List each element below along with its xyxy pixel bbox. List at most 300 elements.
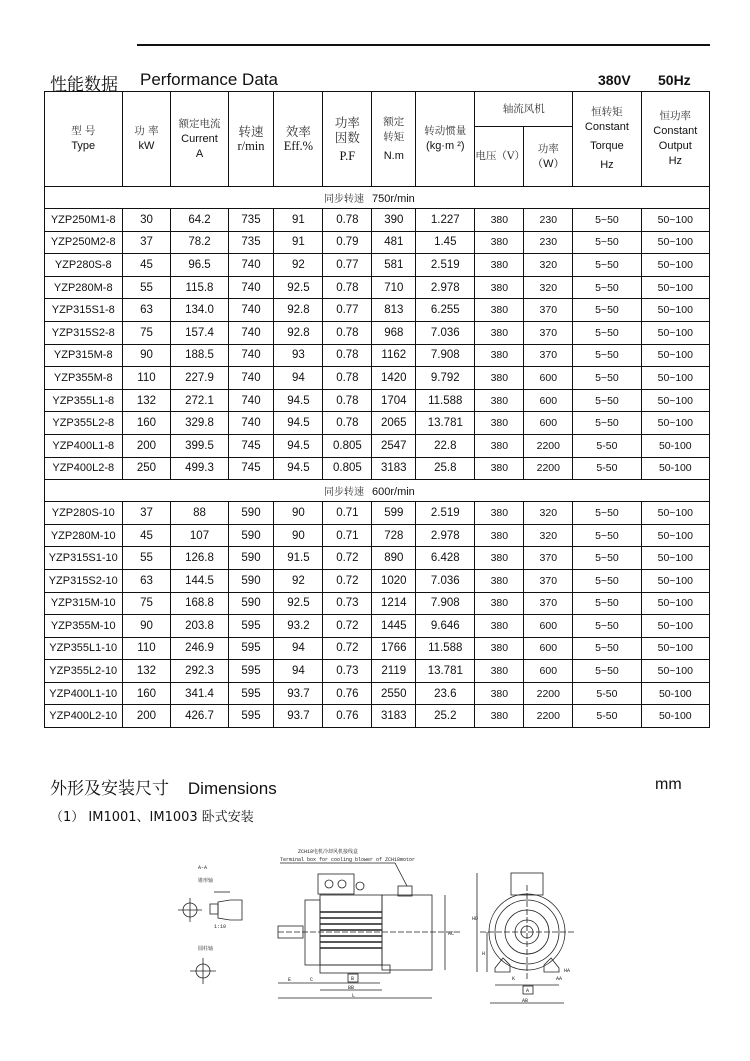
cell-fan-voltage: 380 [475,524,524,547]
svg-text:锥形轴: 锥形轴 [198,878,214,884]
cell-constant-output-hz: 50~100 [641,502,709,525]
table-row [45,412,710,435]
title-cn: 性能数据 [50,75,118,95]
cell-constant-output-hz: 50-100 [641,705,709,728]
cell-speed-rpm: 740 [228,299,274,322]
svg-text:E: E [288,977,292,983]
cell-type: YZP280S-10 [45,502,123,525]
cell-constant-torque-hz: 5~50 [573,502,641,525]
performance-header [50,70,710,95]
cell-power-kw: 90 [122,615,171,638]
cell-inertia: 25.8 [416,457,475,480]
cell-constant-output-hz: 50~100 [641,524,709,547]
cell-fan-voltage: 380 [475,615,524,638]
cell-fan-voltage: 380 [475,321,524,344]
svg-text:AA: AA [556,976,563,982]
table-row [45,367,710,390]
cell-speed-rpm: 590 [228,502,274,525]
cell-efficiency: 93.7 [274,682,323,705]
cell-speed-rpm: 740 [228,412,274,435]
cell-power-factor: 0.78 [323,209,372,232]
cell-speed-rpm: 740 [228,367,274,390]
cell-power-kw: 132 [122,660,171,683]
cell-efficiency: 94.5 [274,389,323,412]
cell-torque-nm: 390 [372,209,416,232]
cell-torque-nm: 599 [372,502,416,525]
cell-type: YZP400L1-10 [45,682,123,705]
table-row [45,254,710,277]
cell-speed-rpm: 745 [228,434,274,457]
cell-constant-torque-hz: 5~50 [573,209,641,232]
title-en: Performance Data [140,70,278,89]
cell-power-kw: 250 [122,457,171,480]
performance-table-body [45,187,710,728]
cell-current-a: 115.8 [171,276,228,299]
cell-inertia: 13.781 [416,660,475,683]
cell-constant-output-hz: 50~100 [641,367,709,390]
cell-fan-voltage: 380 [475,412,524,435]
cell-inertia: 2.519 [416,502,475,525]
cell-current-a: 78.2 [171,231,228,254]
cell-inertia: 2.978 [416,524,475,547]
cell-power-factor: 0.73 [323,660,372,683]
cell-constant-torque-hz: 5~50 [573,254,641,277]
cell-speed-rpm: 595 [228,615,274,638]
cell-constant-output-hz: 50~100 [641,321,709,344]
cell-fan-power: 370 [524,569,573,592]
svg-text:A-A: A-A [198,865,208,871]
cell-fan-power: 2200 [524,705,573,728]
col-power: 功 率 kW [122,92,171,187]
cell-fan-voltage: 380 [475,592,524,615]
cell-power-factor: 0.78 [323,389,372,412]
cell-current-a: 399.5 [171,434,228,457]
svg-text:BB: BB [348,985,355,991]
cell-speed-rpm: 745 [228,457,274,480]
shaft-section-detail [178,865,242,984]
cell-power-factor: 0.79 [323,231,372,254]
dimensions-subtitle: （1） IM1001、IM1003 卧式安装 [50,810,254,825]
cell-power-kw: 110 [122,367,171,390]
cell-speed-rpm: 590 [228,524,274,547]
cell-efficiency: 93.7 [274,705,323,728]
cell-current-a: 203.8 [171,615,228,638]
cell-type: YZP400L2-10 [45,705,123,728]
cell-current-a: 272.1 [171,389,228,412]
cell-fan-voltage: 380 [475,254,524,277]
cell-power-kw: 75 [122,321,171,344]
cell-current-a: 88 [171,502,228,525]
cell-fan-power: 320 [524,254,573,277]
cell-type: YZP355M-10 [45,615,123,638]
cell-fan-voltage: 380 [475,276,524,299]
cell-inertia: 1.227 [416,209,475,232]
cell-power-factor: 0.78 [323,344,372,367]
section-header-row [45,480,710,502]
cell-current-a: 292.3 [171,660,228,683]
cell-power-factor: 0.78 [323,367,372,390]
cell-inertia: 25.2 [416,705,475,728]
cell-torque-nm: 481 [372,231,416,254]
cell-type: YZP315S2-10 [45,569,123,592]
cell-current-a: 499.3 [171,457,228,480]
cell-current-a: 126.8 [171,547,228,570]
cell-current-a: 168.8 [171,592,228,615]
cell-efficiency: 90 [274,502,323,525]
cell-type: YZP355L2-10 [45,660,123,683]
cell-fan-voltage: 380 [475,434,524,457]
cell-torque-nm: 1766 [372,637,416,660]
table-row [45,321,710,344]
cell-constant-output-hz: 50~100 [641,637,709,660]
table-row [45,547,710,570]
cell-constant-torque-hz: 5~50 [573,547,641,570]
svg-text:B: B [351,976,355,982]
cell-constant-output-hz: 50-100 [641,457,709,480]
cell-efficiency: 93 [274,344,323,367]
cell-fan-power: 370 [524,344,573,367]
cell-inertia: 22.8 [416,434,475,457]
cell-fan-power: 370 [524,321,573,344]
cell-inertia: 7.036 [416,321,475,344]
table-row [45,434,710,457]
cell-constant-torque-hz: 5~50 [573,344,641,367]
cell-inertia: 1.45 [416,231,475,254]
cell-type: YZP280S-8 [45,254,123,277]
cell-power-factor: 0.76 [323,705,372,728]
cell-torque-nm: 2119 [372,660,416,683]
cell-fan-voltage: 380 [475,389,524,412]
cell-fan-voltage: 380 [475,209,524,232]
cell-torque-nm: 2065 [372,412,416,435]
svg-text:1:10: 1:10 [214,924,227,930]
cell-power-kw: 63 [122,299,171,322]
cell-speed-rpm: 590 [228,547,274,570]
cell-constant-output-hz: 50~100 [641,209,709,232]
cell-torque-nm: 813 [372,299,416,322]
cell-inertia: 2.519 [416,254,475,277]
cell-current-a: 246.9 [171,637,228,660]
col-power-factor: 功率 因数 P.F [323,92,372,187]
cell-efficiency: 93.2 [274,615,323,638]
cell-efficiency: 94 [274,660,323,683]
cell-power-kw: 37 [122,231,171,254]
col-efficiency: 效率 Eff.% [274,92,323,187]
cell-current-a: 157.4 [171,321,228,344]
cell-type: YZP355L2-8 [45,412,123,435]
cell-power-factor: 0.72 [323,615,372,638]
motor-side-view [278,848,460,999]
cell-current-a: 96.5 [171,254,228,277]
cell-inertia: 7.908 [416,592,475,615]
cell-current-a: 426.7 [171,705,228,728]
cell-torque-nm: 2550 [372,682,416,705]
cell-power-factor: 0.805 [323,457,372,480]
cell-torque-nm: 890 [372,547,416,570]
table-row [45,276,710,299]
cell-inertia: 6.428 [416,547,475,570]
cell-efficiency: 90 [274,524,323,547]
cell-power-kw: 30 [122,209,171,232]
cell-fan-power: 600 [524,367,573,390]
voltage-label: 380V [598,72,631,88]
cell-type: YZP355L1-8 [45,389,123,412]
cell-fan-voltage: 380 [475,299,524,322]
cell-speed-rpm: 735 [228,231,274,254]
cell-efficiency: 92.8 [274,299,323,322]
cell-torque-nm: 581 [372,254,416,277]
cell-inertia: 7.908 [416,344,475,367]
cell-speed-rpm: 740 [228,254,274,277]
cell-power-factor: 0.78 [323,276,372,299]
table-row [45,569,710,592]
cell-fan-voltage: 380 [475,637,524,660]
cell-constant-output-hz: 50-100 [641,682,709,705]
cell-type: YZP315M-8 [45,344,123,367]
cell-torque-nm: 3183 [372,705,416,728]
cell-efficiency: 94.5 [274,457,323,480]
col-torque: 额定 转矩 N.m [372,92,416,187]
cell-speed-rpm: 595 [228,660,274,683]
cell-constant-torque-hz: 5-50 [573,682,641,705]
cell-fan-power: 600 [524,637,573,660]
cell-power-kw: 63 [122,569,171,592]
cell-constant-torque-hz: 5~50 [573,299,641,322]
cell-type: YZP250M2-8 [45,231,123,254]
cell-power-kw: 200 [122,434,171,457]
cell-torque-nm: 1214 [372,592,416,615]
motor-dimension-drawing [170,840,630,1015]
cell-efficiency: 91.5 [274,547,323,570]
table-row [45,502,710,525]
cell-torque-nm: 1445 [372,615,416,638]
svg-text:圆柱轴: 圆柱轴 [198,946,214,952]
cell-speed-rpm: 590 [228,569,274,592]
cell-constant-output-hz: 50~100 [641,660,709,683]
cell-power-kw: 45 [122,254,171,277]
cell-fan-power: 370 [524,547,573,570]
cell-fan-power: 320 [524,502,573,525]
cell-efficiency: 92.8 [274,321,323,344]
cell-efficiency: 92.5 [274,592,323,615]
cell-constant-torque-hz: 5-50 [573,434,641,457]
cell-power-kw: 75 [122,592,171,615]
cell-torque-nm: 1420 [372,367,416,390]
cell-speed-rpm: 595 [228,682,274,705]
table-row [45,705,710,728]
col-constant-output: 恒功率 Constant Output Hz [641,92,709,187]
cell-constant-output-hz: 50~100 [641,344,709,367]
col-fan-voltage: 电压（V） [475,127,524,187]
cell-efficiency: 91 [274,209,323,232]
cell-fan-voltage: 380 [475,231,524,254]
svg-text:AC: AC [448,931,455,937]
performance-table [44,91,710,728]
cell-speed-rpm: 735 [228,209,274,232]
cell-torque-nm: 1704 [372,389,416,412]
cell-fan-voltage: 380 [475,682,524,705]
cell-inertia: 9.646 [416,615,475,638]
cell-constant-output-hz: 50~100 [641,231,709,254]
cell-power-kw: 132 [122,389,171,412]
cell-power-kw: 55 [122,276,171,299]
cell-type: YZP355M-8 [45,367,123,390]
cell-fan-voltage: 380 [475,547,524,570]
svg-text:HD: HD [472,916,479,922]
cell-fan-power: 320 [524,276,573,299]
cell-inertia: 23.6 [416,682,475,705]
cell-constant-torque-hz: 5~50 [573,412,641,435]
cell-power-kw: 200 [122,705,171,728]
cell-constant-output-hz: 50~100 [641,412,709,435]
col-constant-torque: 恒转矩 Constant Torque Hz [573,92,641,187]
svg-text:K: K [512,976,516,982]
svg-text:H: H [482,951,486,957]
cell-constant-output-hz: 50~100 [641,299,709,322]
cell-power-factor: 0.76 [323,682,372,705]
cell-torque-nm: 728 [372,524,416,547]
cell-torque-nm: 1020 [372,569,416,592]
cell-power-kw: 37 [122,502,171,525]
cell-power-factor: 0.73 [323,592,372,615]
section-label-cn: 同步转速 [324,194,364,205]
cell-current-a: 64.2 [171,209,228,232]
col-axial-fan: 轴流风机 [475,92,573,127]
table-row [45,389,710,412]
cell-power-factor: 0.78 [323,321,372,344]
cell-constant-output-hz: 50~100 [641,569,709,592]
cell-constant-torque-hz: 5~50 [573,660,641,683]
svg-text:C: C [310,977,314,983]
cell-speed-rpm: 740 [228,321,274,344]
cell-type: YZP355L1-10 [45,637,123,660]
dimensions-title: 外形及安装尺寸 Dimensions [50,779,277,799]
cell-constant-torque-hz: 5~50 [573,276,641,299]
cell-power-kw: 55 [122,547,171,570]
cell-torque-nm: 710 [372,276,416,299]
section-header [45,480,710,502]
cell-constant-output-hz: 50~100 [641,254,709,277]
table-row [45,231,710,254]
cell-fan-voltage: 380 [475,367,524,390]
cell-constant-torque-hz: 5~50 [573,569,641,592]
cell-constant-output-hz: 50~100 [641,389,709,412]
cell-current-a: 341.4 [171,682,228,705]
cell-type: YZP315S2-8 [45,321,123,344]
cell-power-kw: 160 [122,412,171,435]
cell-type: YZP315M-10 [45,592,123,615]
motor-front-view [472,873,575,1004]
cell-constant-output-hz: 50~100 [641,276,709,299]
cell-fan-voltage: 380 [475,660,524,683]
table-row [45,682,710,705]
cell-constant-output-hz: 50~100 [641,592,709,615]
cell-efficiency: 94 [274,637,323,660]
cell-power-kw: 110 [122,637,171,660]
col-inertia: 转动惯量 (kg·m ²) [416,92,475,187]
cell-type: YZP400L1-8 [45,434,123,457]
cell-fan-power: 370 [524,592,573,615]
svg-text:AB: AB [522,998,529,1004]
cell-constant-torque-hz: 5-50 [573,457,641,480]
cell-power-factor: 0.805 [323,434,372,457]
cell-fan-power: 230 [524,231,573,254]
cell-fan-power: 230 [524,209,573,232]
cell-power-factor: 0.72 [323,547,372,570]
cell-speed-rpm: 590 [228,592,274,615]
table-row [45,592,710,615]
cell-fan-power: 2200 [524,434,573,457]
cell-inertia: 11.588 [416,389,475,412]
cell-constant-torque-hz: 5~50 [573,524,641,547]
cell-inertia: 7.036 [416,569,475,592]
cell-type: YZP280M-10 [45,524,123,547]
table-row [45,209,710,232]
cell-constant-output-hz: 50-100 [641,434,709,457]
cell-fan-power: 600 [524,660,573,683]
cell-current-a: 227.9 [171,367,228,390]
cell-power-factor: 0.71 [323,502,372,525]
cell-constant-torque-hz: 5~50 [573,321,641,344]
cell-efficiency: 92 [274,254,323,277]
svg-text:Terminal box for cooling blowe: Terminal box for cooling blower of ZCH18motor [280,857,416,863]
cell-current-a: 188.5 [171,344,228,367]
cell-fan-power: 2200 [524,682,573,705]
cell-fan-power: 320 [524,524,573,547]
cell-fan-voltage: 380 [475,705,524,728]
section-speed: 600r/min [372,486,415,499]
cell-efficiency: 92 [274,569,323,592]
cell-fan-voltage: 380 [475,569,524,592]
cell-torque-nm: 1162 [372,344,416,367]
cell-power-kw: 45 [122,524,171,547]
svg-text:L: L [352,993,356,999]
cell-inertia: 11.588 [416,637,475,660]
cell-efficiency: 91 [274,231,323,254]
cell-constant-torque-hz: 5~50 [573,389,641,412]
cell-constant-torque-hz: 5~50 [573,231,641,254]
cell-efficiency: 94 [274,367,323,390]
cell-fan-voltage: 380 [475,502,524,525]
cell-power-factor: 0.71 [323,524,372,547]
cell-speed-rpm: 595 [228,705,274,728]
cell-torque-nm: 3183 [372,457,416,480]
col-speed: 转速 r/min [228,92,274,187]
cell-fan-power: 2200 [524,457,573,480]
cell-power-factor: 0.77 [323,254,372,277]
section-header [45,187,710,209]
cell-power-kw: 90 [122,344,171,367]
cell-constant-output-hz: 50~100 [641,615,709,638]
svg-text:HA: HA [564,968,571,974]
cell-speed-rpm: 740 [228,389,274,412]
cell-speed-rpm: 595 [228,637,274,660]
cell-efficiency: 92.5 [274,276,323,299]
cell-inertia: 6.255 [416,299,475,322]
cell-type: YZP280M-8 [45,276,123,299]
cell-power-factor: 0.72 [323,637,372,660]
cell-efficiency: 94.5 [274,434,323,457]
cell-fan-power: 370 [524,299,573,322]
cell-fan-power: 600 [524,389,573,412]
table-row [45,457,710,480]
cell-fan-power: 600 [524,615,573,638]
section-label-cn: 同步转速 [324,487,364,499]
cell-fan-voltage: 380 [475,457,524,480]
header-rule [137,44,710,46]
svg-text:ZCH18电机冷却风机接线盒: ZCH18电机冷却风机接线盒 [298,849,359,855]
cell-constant-torque-hz: 5~50 [573,637,641,660]
